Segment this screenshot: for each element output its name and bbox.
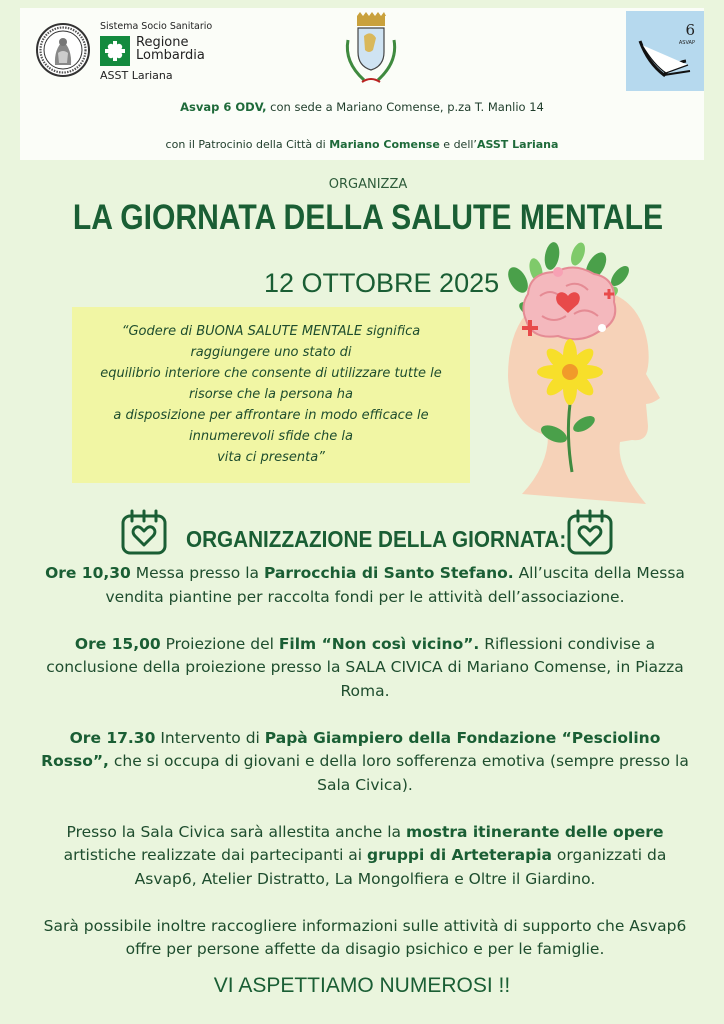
section-title: ORGANIZZAZIONE DELLA GIORNATA: <box>186 526 567 552</box>
program-item-film: Ore 15,00 Proiezione del Film “Non così vicino”. Riflessioni condivise a conclusione della proiezione presso la SALA CIVICA di Mariano Comense, in Piazza Roma. <box>46 634 684 700</box>
program-text <box>40 562 690 985</box>
page-title: LA GIORNATA DELLA SALUTE MENTALE <box>72 198 664 237</box>
patronage-line: con il Patrocinio della Città di Mariano Comense e dell’ASST Lariana <box>165 138 559 151</box>
program-item-exhibition: Presso la Sala Civica sarà allestita anche la mostra itinerante delle opere artistiche realizzate dai partecipanti ai gruppi di Arteterapia organizzati da Asvap6, Atelier Distratto, La Mongolfiera e Oltre il Giardino. <box>63 822 667 888</box>
sistema-socio-sanitario-label: Sistema Socio Sanitario <box>100 21 213 32</box>
head-brain-flower-illustration <box>470 236 668 516</box>
program-item-info: Sarà possibile inoltre raccogliere informazioni sulle attività di supporto che Asvap6 offre per persone affette da disagio psichico e per le famiglie. <box>43 916 687 958</box>
header-panel <box>20 8 704 160</box>
regione-lombardia-label: Regione Lombardia <box>136 35 205 63</box>
program-item-talk: Ore 17.30 Intervento di Papà Giampiero della Fondazione “Pesciolino Rosso”, che si occupa di giovani e della loro sofferenza emotiva (sempre presso la Sala Civica). <box>41 728 689 794</box>
mental-health-quote: “Godere di BUONA SALUTE MENTALE significa raggiungere uno stato di equilibrio interiore che consente di utilizzare tutte le risorse che la persona ha a disposizione per affrontare in modo efficace le innumerevoli sfide che la vita ci presenta” <box>72 307 470 483</box>
association-line: Asvap 6 ODV, con sede a Mariano Comense, p.za T. Manlio 14 <box>180 100 544 114</box>
calendar-heart-icon <box>566 508 614 556</box>
open-book-icon <box>634 35 694 81</box>
regione-lombardia-icon <box>100 36 130 66</box>
city-coat-of-arms <box>342 12 400 94</box>
asvap-small-label: ASVAP <box>678 40 695 46</box>
asvap6-logo <box>626 11 704 91</box>
closing-message: VI ASPETTIAMO NUMEROSI !! <box>213 974 511 997</box>
organizza-label: ORGANIZZA <box>328 177 408 192</box>
calendar-heart-icon <box>120 508 168 556</box>
program-item-mass: Ore 10,30 Messa presso la Parrocchia di Santo Stefano. All’uscita della Messa vendita piantine per raccolta fondi per le attività dell’associazione. <box>45 564 685 606</box>
asvap-number: 6 <box>685 21 695 39</box>
asst-lariana-label: ASST Lariana <box>100 69 173 82</box>
event-date: 12 OTTOBRE 2025 <box>264 268 500 298</box>
hospital-seal-logo <box>36 23 90 77</box>
